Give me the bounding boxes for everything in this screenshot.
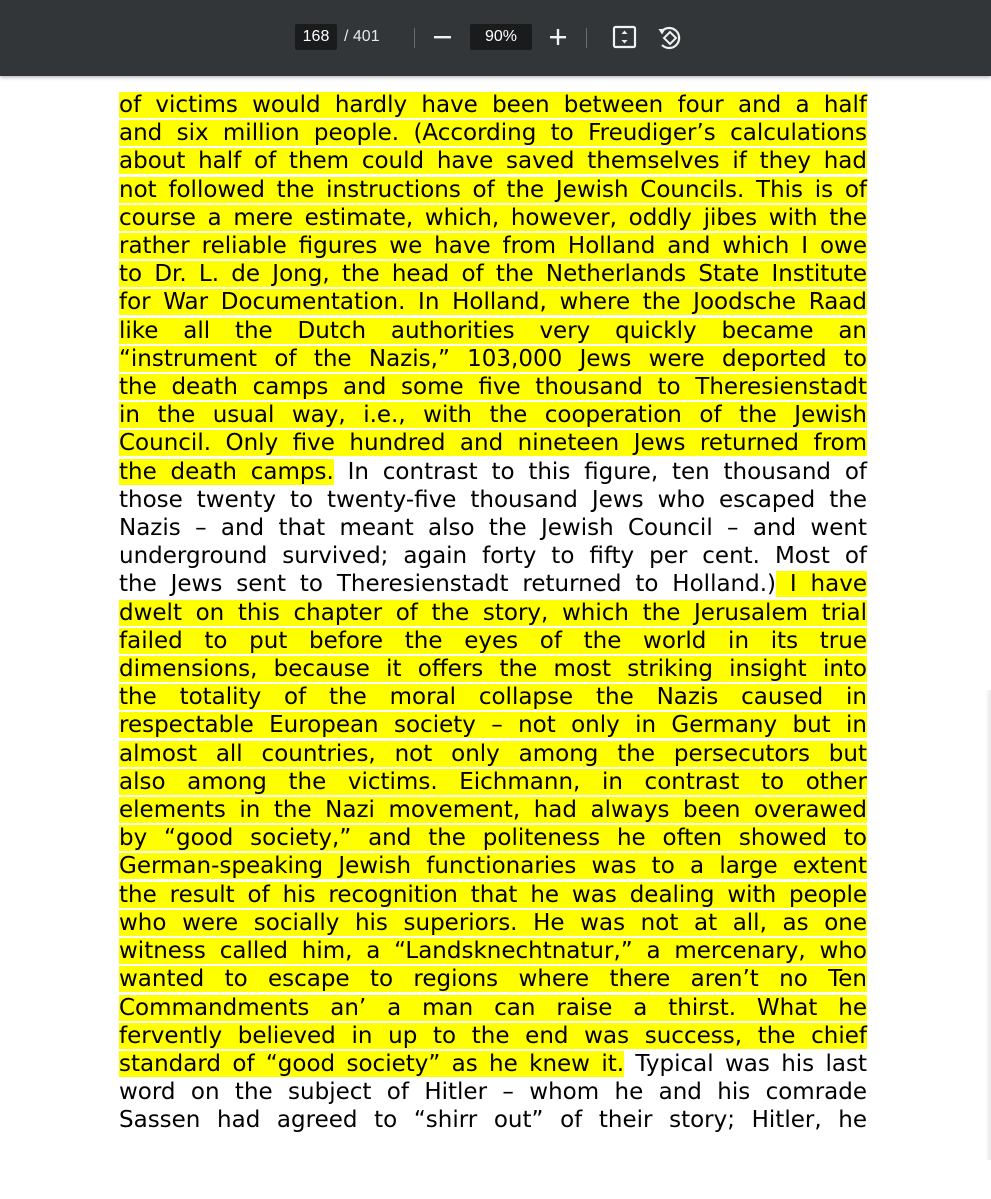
text-line bbox=[119, 317, 867, 345]
text-line bbox=[119, 204, 867, 232]
highlighted-text: by “good society,” and the politeness he often showed to bbox=[119, 825, 867, 852]
highlighted-text: like all the Dutch authorities very quickly became an bbox=[119, 317, 867, 344]
text-line bbox=[119, 401, 867, 429]
zoom-out-button[interactable] bbox=[426, 21, 458, 53]
text-line bbox=[119, 91, 867, 119]
highlighted-text: failed to put before the eyes of the world in its true bbox=[119, 627, 867, 654]
rotate-icon bbox=[653, 21, 685, 53]
highlighted-text: Commandments an’ a man can raise a thirst. What he bbox=[119, 994, 867, 1021]
minus-icon bbox=[426, 21, 458, 53]
highlighted-text: “instrument of the Nazis,” 103,000 Jews were deported to bbox=[119, 345, 867, 372]
text-line bbox=[119, 655, 867, 683]
highlighted-text: who were socially his superiors. He was not at all, as one bbox=[119, 909, 867, 936]
plus-icon bbox=[542, 21, 574, 53]
toolbar-divider bbox=[414, 28, 415, 48]
text-line bbox=[119, 852, 867, 880]
text-segment: Typical was his last bbox=[624, 1050, 868, 1077]
zoom-level-input[interactable]: 90% bbox=[470, 24, 532, 50]
text-line bbox=[119, 994, 867, 1022]
highlighted-text: and six million people. (According to Freudiger’s calculations bbox=[119, 120, 867, 147]
pdf-page-text bbox=[119, 91, 867, 1135]
text-line bbox=[119, 260, 867, 288]
text-line bbox=[119, 768, 867, 796]
text-line bbox=[119, 458, 867, 486]
highlighted-text: respectable European society – not only in Germany but in bbox=[119, 712, 867, 739]
highlighted-text: standard of “good society” as he knew it. bbox=[119, 1050, 625, 1077]
fit-to-page-button[interactable] bbox=[609, 21, 641, 53]
text-line bbox=[119, 345, 867, 373]
highlighted-text: German-speaking Jewish functionaries was to a large extent bbox=[119, 853, 867, 880]
text-line bbox=[119, 909, 867, 937]
page-total: / 401 bbox=[344, 28, 380, 45]
text-line bbox=[119, 824, 867, 852]
text-line bbox=[119, 429, 867, 457]
highlighted-text: wanted to escape to regions where there aren’t no Ten bbox=[119, 966, 867, 993]
highlighted-text: Council. Only five hundred and nineteen Jews returned from bbox=[119, 430, 867, 457]
zoom-in-button[interactable] bbox=[542, 21, 574, 53]
text-line bbox=[119, 711, 867, 739]
highlighted-text: fervently believed in up to the end was success, the chief bbox=[119, 1022, 867, 1049]
highlighted-text: dwelt on this chapter of the story, which the Jerusalem trial bbox=[119, 599, 867, 626]
highlighted-text: for War Documentation. In Holland, where the Joodsche Raad bbox=[119, 289, 867, 316]
text-line bbox=[119, 570, 867, 598]
text-line bbox=[119, 965, 867, 993]
text-line bbox=[119, 796, 867, 824]
text-segment: those twenty to twenty-five thousand Jews who escaped the bbox=[119, 486, 867, 513]
highlighted-text: course a mere estimate, which, however, oddly jibes with the bbox=[119, 204, 867, 231]
fit-page-icon bbox=[609, 21, 641, 53]
highlighted-text: in the usual way, i.e., with the cooperation of the Jewish bbox=[119, 402, 867, 429]
highlighted-text: of victims would hardly have been between four and a half bbox=[119, 92, 867, 118]
text-line bbox=[119, 627, 867, 655]
highlighted-text: dimensions, because it offers the most striking insight into bbox=[119, 656, 867, 683]
text-line bbox=[119, 373, 867, 401]
text-line bbox=[119, 1050, 867, 1078]
highlighted-text: rather reliable figures we have from Holland and which I owe bbox=[119, 233, 867, 260]
pdf-toolbar bbox=[0, 0, 991, 76]
highlighted-text: also among the victims. Eichmann, in contrast to other bbox=[119, 768, 867, 795]
highlighted-text: about half of them could have saved themselves if they had bbox=[119, 148, 867, 175]
text-line bbox=[119, 542, 867, 570]
toolbar-divider bbox=[586, 28, 587, 48]
highlighted-text: the death camps. bbox=[119, 458, 334, 485]
rotate-button[interactable] bbox=[653, 21, 685, 53]
highlighted-text: not followed the instructions of the Jewish Councils. This is of bbox=[119, 176, 867, 203]
text-line bbox=[119, 147, 867, 175]
highlighted-text: witness called him, a “Landsknechtnatur,” a mercenary, who bbox=[119, 938, 867, 965]
scrollbar-track[interactable] bbox=[985, 690, 991, 1160]
highlighted-text: the death camps and some five thousand to Theresienstadt bbox=[119, 374, 867, 401]
text-line bbox=[119, 119, 867, 147]
text-line bbox=[119, 937, 867, 965]
text-segment: Nazis – and that meant also the Jewish Council – and went bbox=[119, 515, 867, 542]
text-line bbox=[119, 232, 867, 260]
text-line bbox=[119, 683, 867, 711]
text-line bbox=[119, 514, 867, 542]
text-line bbox=[119, 740, 867, 768]
text-line bbox=[119, 1022, 867, 1050]
highlighted-text: I have bbox=[776, 571, 867, 598]
text-segment: underground survived; again forty to fifty per cent. Most of bbox=[119, 543, 867, 570]
text-line bbox=[119, 599, 867, 627]
highlighted-text: the totality of the moral collapse the Nazis caused in bbox=[119, 684, 867, 711]
highlighted-text: to Dr. L. de Jong, the head of the Netherlands State Institute bbox=[119, 261, 867, 288]
text-line bbox=[119, 486, 867, 514]
text-line bbox=[119, 1078, 867, 1106]
highlighted-text: the result of his recognition that he was dealing with people bbox=[119, 881, 867, 908]
text-line bbox=[119, 288, 867, 316]
text-segment: word on the subject of Hitler – whom he and his comrade bbox=[119, 1079, 867, 1106]
highlighted-text: elements in the Nazi movement, had always been overawed bbox=[119, 797, 867, 824]
highlighted-text: almost all countries, not only among the persecutors but bbox=[119, 740, 867, 767]
text-line bbox=[119, 176, 867, 204]
text-line bbox=[119, 881, 867, 909]
text-line bbox=[119, 1106, 867, 1134]
text-segment: the Jews sent to Theresienstadt returned to Holland.) bbox=[119, 571, 777, 598]
text-segment: Sassen had agreed to “shirr out” of their story; Hitler, he bbox=[119, 1107, 867, 1134]
page-number-input[interactable]: 168 bbox=[295, 24, 337, 50]
text-segment: In contrast to this figure, ten thousand of bbox=[333, 458, 867, 485]
